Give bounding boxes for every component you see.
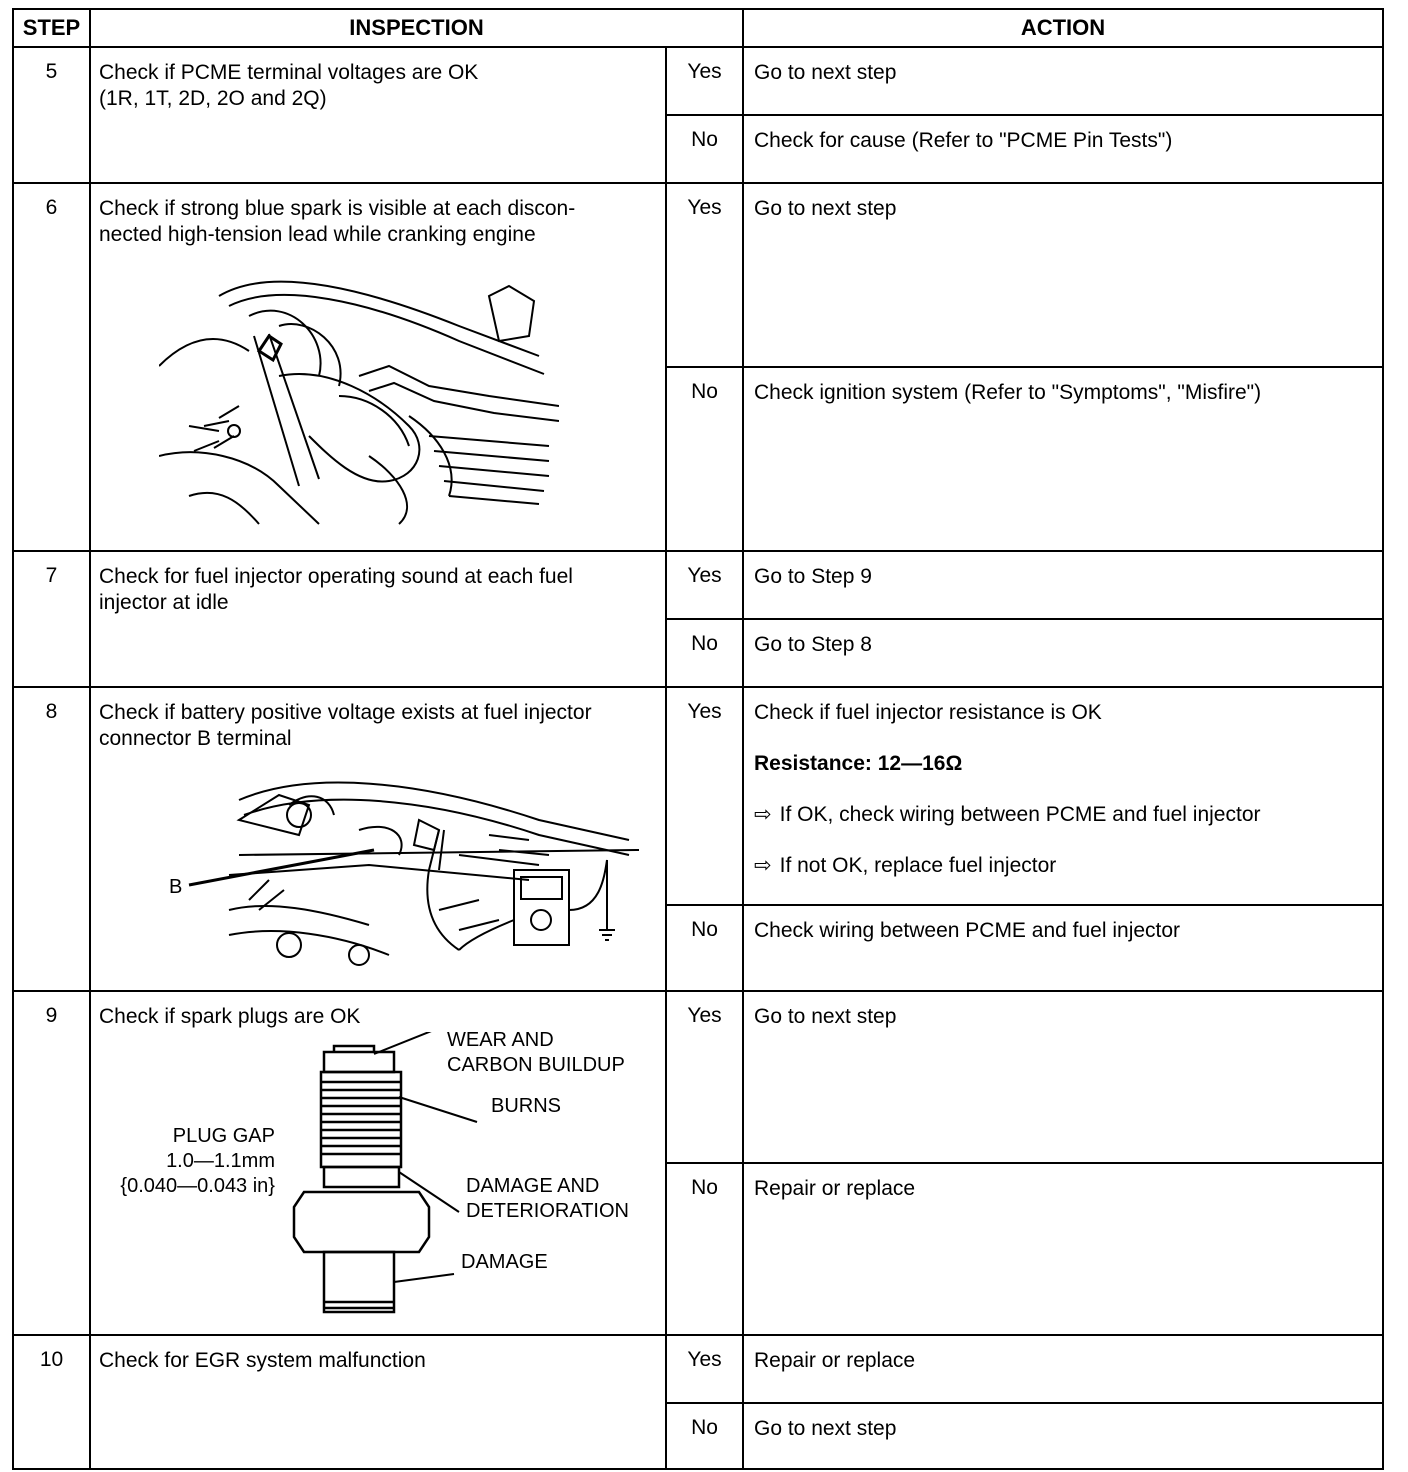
- if-ok-line: [754, 802, 1374, 828]
- yes-action: Go to next step: [743, 183, 1383, 367]
- spark-plug-illustration: [99, 1032, 659, 1322]
- step-number: 10: [13, 1335, 90, 1469]
- damage-det-label-2: DETERIORATION: [466, 1200, 629, 1222]
- step-6-yes-row: [13, 183, 1383, 367]
- header-step: STEP: [13, 9, 90, 47]
- no-action: Check wiring between PCME and fuel injector: [743, 905, 1383, 991]
- injector-voltage-illustration: [159, 760, 639, 970]
- no-label: No: [666, 115, 743, 183]
- inspection-line: Check if battery positive voltage exists at fuel injector: [99, 701, 592, 724]
- no-action: Go to Step 8: [743, 619, 1383, 687]
- inspection-text: [90, 687, 666, 991]
- yes-label: Yes: [666, 687, 743, 905]
- arrow-right-icon: ⇨: [754, 854, 772, 877]
- no-label: No: [666, 1403, 743, 1469]
- yes-action: Go to next step: [743, 991, 1383, 1163]
- no-label: No: [666, 367, 743, 551]
- header-inspection: INSPECTION: [90, 9, 743, 47]
- header-row: [13, 9, 1383, 47]
- inspection-line: (1R, 1T, 2D, 2O and 2Q): [99, 87, 327, 110]
- inspection-line: nected high-tension lead while cranking engine: [99, 223, 536, 246]
- plug-gap-in: {0.040—0.043 in}: [120, 1175, 275, 1197]
- yes-action: Repair or replace: [743, 1335, 1383, 1403]
- yes-label: Yes: [666, 991, 743, 1163]
- step-7-yes-row: [13, 551, 1383, 619]
- no-action: Check ignition system (Refer to "Symptoms", "Misfire"): [743, 367, 1383, 551]
- inspection-line: connector B terminal: [99, 727, 292, 750]
- resistance-spec: Resistance: 12—16Ω: [754, 752, 963, 775]
- inspection-line: Check if spark plugs are OK: [99, 1005, 361, 1028]
- action-line: Check if fuel injector resistance is OK: [754, 701, 1102, 724]
- yes-action: [743, 687, 1383, 905]
- damage-det-label-1: DAMAGE AND: [466, 1175, 600, 1197]
- connector-b-label: B: [169, 876, 183, 898]
- step-5-yes-row: [13, 47, 1383, 115]
- step-number: 8: [13, 687, 90, 991]
- step-10-yes-row: [13, 1335, 1383, 1403]
- no-action: Check for cause (Refer to "PCME Pin Tests"): [743, 115, 1383, 183]
- inspection-line: injector at idle: [99, 591, 229, 614]
- inspection-line: Check for fuel injector operating sound at each fuel: [99, 565, 573, 588]
- inspection-line: Check if PCME terminal voltages are OK: [99, 61, 479, 84]
- inspection-text: [90, 183, 666, 551]
- yes-label: Yes: [666, 183, 743, 367]
- if-ok-text: If OK, check wiring between PCME and fuel injector: [779, 803, 1261, 826]
- if-not-ok-text: If not OK, replace fuel injector: [779, 854, 1057, 877]
- header-action: ACTION: [743, 9, 1383, 47]
- damage-label: DAMAGE: [461, 1251, 548, 1273]
- inspection-line: Check for EGR system malfunction: [99, 1349, 426, 1372]
- yes-action: Go to Step 9: [743, 551, 1383, 619]
- if-not-ok-line: [754, 853, 1374, 879]
- step-9-yes-row: [13, 991, 1383, 1163]
- inspection-text: [90, 1335, 666, 1469]
- inspection-table: [12, 8, 1382, 1466]
- burns-label: BURNS: [491, 1095, 562, 1117]
- no-label: No: [666, 1163, 743, 1335]
- yes-action: Go to next step: [743, 47, 1383, 115]
- yes-label: Yes: [666, 1335, 743, 1403]
- wear-label-1: WEAR AND: [447, 1032, 554, 1051]
- inspection-line: Check if strong blue spark is visible at each discon-: [99, 197, 576, 220]
- yes-label: Yes: [666, 47, 743, 115]
- step-number: 9: [13, 991, 90, 1335]
- inspection-text: [90, 47, 666, 183]
- yes-label: Yes: [666, 551, 743, 619]
- no-label: No: [666, 905, 743, 991]
- step-number: 5: [13, 47, 90, 183]
- no-action: Go to next step: [743, 1403, 1383, 1469]
- arrow-right-icon: ⇨: [754, 803, 772, 826]
- wear-label-2: CARBON BUILDUP: [447, 1054, 625, 1076]
- inspection-text: [90, 551, 666, 687]
- step-8-yes-row: [13, 687, 1383, 905]
- step-number: 7: [13, 551, 90, 687]
- inspection-text: [90, 991, 666, 1335]
- spark-test-illustration: [159, 256, 559, 526]
- step-number: 6: [13, 183, 90, 551]
- no-action: Repair or replace: [743, 1163, 1383, 1335]
- no-label: No: [666, 619, 743, 687]
- plug-gap-mm: 1.0—1.1mm: [166, 1150, 275, 1172]
- plug-gap-label: PLUG GAP: [172, 1125, 275, 1147]
